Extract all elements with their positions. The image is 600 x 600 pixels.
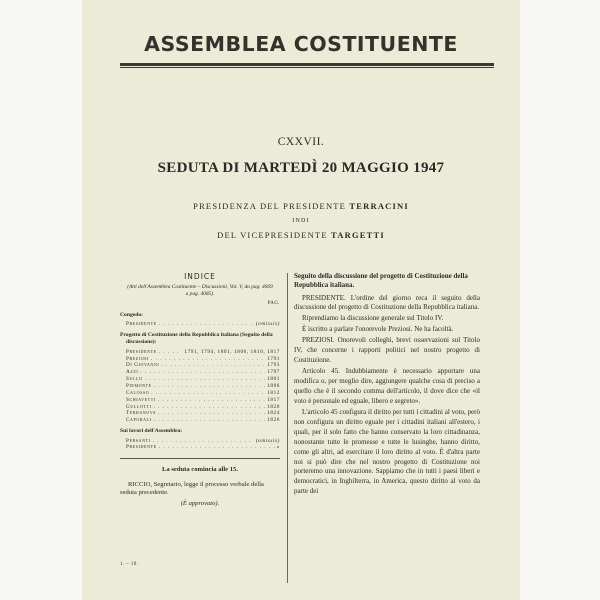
entry-leader (151, 356, 265, 363)
page-column-label: PAG. (267, 301, 280, 307)
debate-paragraph: PRESIDENTE. L'ordine del giorno reca il seguito della discussione del progetto di Costituzione della Repubblica italiana. (294, 293, 480, 312)
entry-page: 1801 (267, 376, 280, 383)
entry-name: Sullo (126, 376, 143, 383)
entry-leader (154, 383, 266, 390)
index-title: INDICE (184, 272, 216, 281)
entry-leader (161, 362, 265, 369)
entry-leader (154, 417, 266, 424)
index-entry (120, 349, 280, 356)
entry-name: Di Giovanni (126, 362, 160, 369)
entry-page: 1824 (267, 410, 280, 417)
debate-paragraph: PREZIOSI. Onorevoli colleghi, brevi osservazioni sul Titolo IV, che concerne i rapporti politici nel nostro progetto di Costituzione. (294, 336, 480, 365)
president-name: TERRACINI (349, 201, 409, 211)
entry-name: Gullotti (126, 403, 152, 410)
index-subtitle: (Atti dell'Assemblea Costituente – Discussioni, Vol. V, da pag. 4069 a pag. 4085). (127, 283, 273, 297)
debate-paragraph: È iscritto a parlare l'onorevole Preziosi. Ne ha facoltà. (302, 325, 454, 334)
index-entry (120, 410, 280, 417)
document-page (82, 0, 520, 600)
entry-leader (159, 444, 275, 451)
entry-page: 1817 (267, 396, 280, 403)
entry-name: Schiavetti (126, 396, 156, 403)
entry-page: 1793 (267, 362, 280, 369)
entry-leader (145, 376, 266, 383)
index-entry (120, 321, 280, 328)
index-column (120, 272, 280, 511)
debate-paragraph: L'articolo 45 configura il diritto per tutti i cittadini al voto, però non configura un diritto eguale per i cittadini italiani all'estero, i quali, per il solo fatto che hanno conservato la loro cittadinanza, nonostante tutte le promesse e tutte le lusinghe, hanno diritto, come gli altri, ad esercitare il loro diritto al voto. È d'altra parte noi si può dire che nel nostro progetto di Costituzione noi porteremo una innovazione. Sappiamo che in tutti i paesi liberi e democratici, in Inghilterra, in America, questo diritto al voto da parte dei (294, 407, 480, 496)
entry-name: Presidente (126, 348, 157, 355)
index-entry (120, 356, 280, 363)
vicepresidency-label: DEL VICEPRESIDENTE (217, 230, 328, 240)
vicepresident-name: TARGETTI (331, 230, 385, 240)
index-entry (120, 390, 280, 397)
entry-leader (159, 349, 183, 356)
entry-name: Preziosi (126, 355, 150, 362)
debate-paragraph: Riprendiamo la discussione generale sul Titolo IV. (302, 314, 444, 323)
entry-leader (151, 390, 265, 397)
presidency-line-3 (82, 230, 520, 240)
masthead-title: ASSEMBLEA COSTITUENTE (144, 32, 458, 56)
entry-leader (159, 321, 254, 328)
masthead-rule-thick (120, 63, 494, 66)
entry-name: Persanti (126, 437, 151, 444)
index-entry (120, 438, 280, 445)
masthead-rule-thin (120, 67, 494, 68)
index-entry (120, 417, 280, 424)
index-entry (120, 444, 280, 451)
presidency-label: PRESIDENZA DEL PRESIDENTE (193, 201, 347, 211)
presidency-line-2: INDI (292, 218, 310, 224)
presidency-line-1 (82, 201, 520, 211)
index-entry (120, 404, 280, 411)
entry-page: 1791 (267, 355, 280, 362)
page-footer: 1. – 10. (120, 562, 139, 567)
index-section-heading: Progetto di Costituzione della Repubblica italiana (Seguito della discussione): (120, 331, 273, 346)
entry-page: 1812 (267, 389, 280, 396)
entry-name: Caporali (126, 417, 152, 424)
entry-page: 1797 (267, 369, 280, 376)
index-entry (120, 397, 280, 404)
index-section-heading: Sui lavori dell'Assemblea: (120, 428, 183, 435)
opening-paragraph: RICCIO, Segretario, legge il processo verbale della seduta precedente. (120, 480, 264, 497)
index-entry (120, 383, 280, 390)
entry-name: Azzi (126, 369, 139, 376)
entry-leader (158, 410, 265, 417)
debate-paragraph: Articolo 45. Indubbiamente è necessario apportare una modifica o, per meglio dire, aggiungere qualche cosa di preciso a quello che è il secondo comma dell'articolo, il dove dice che «il voto è personale ed eguale, libero e segreto». (294, 367, 480, 405)
entry-name: Terranova (126, 410, 157, 417)
debate-column (294, 272, 480, 498)
entry-page: 1820 (267, 403, 280, 410)
entry-leader (158, 397, 266, 404)
debate-title: Seguito della discussione del progetto di Costituzione della Repubblica italiana. (294, 272, 468, 289)
index-entry (120, 362, 280, 369)
entry-page: 1791, 1794, 1801, 1806, 1810, 1817 (184, 348, 280, 355)
entry-name: Piemonte (126, 383, 152, 389)
entry-page: (omissis) (255, 321, 280, 328)
entry-page: 1826 (267, 417, 280, 424)
column-divider (287, 273, 288, 583)
entry-leader (140, 369, 265, 376)
approval-note: (È approvato). (180, 500, 220, 508)
entry-leader (153, 404, 265, 411)
index-section-heading: Congedo: (120, 311, 143, 318)
index-entry (120, 376, 280, 383)
entry-leader (153, 438, 254, 445)
entry-name: Presidente (126, 444, 157, 451)
index-entry (120, 369, 280, 376)
entry-page: 1806 (267, 383, 280, 389)
section-divider (120, 458, 280, 459)
entry-name: Calosso (126, 389, 150, 396)
entry-page: (omissis) (255, 437, 280, 444)
entry-page: » (276, 444, 280, 451)
sitting-title: SEDUTA DI MARTEDÌ 20 MAGGIO 1947 (157, 160, 445, 176)
opening-line: La seduta comincia alle 15. (161, 465, 238, 473)
sitting-number: CXXVII. (277, 136, 325, 148)
entry-name: Presidente (126, 321, 157, 328)
